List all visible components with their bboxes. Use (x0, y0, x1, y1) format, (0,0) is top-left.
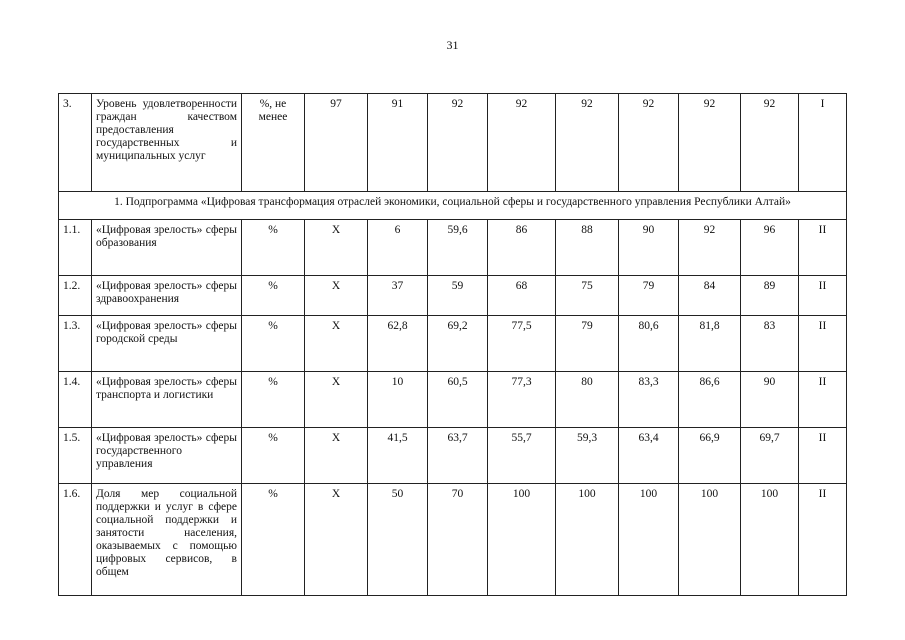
value-cell: 80 (556, 372, 619, 428)
indicator-name: Доля мер социальной поддержки и услуг в сфере социальной поддержки и занятости населения, оказываемых с помощью цифровых сервисов, в общем (92, 484, 242, 596)
indicator-name: «Цифровая зрелость» сферы здравоохранения (92, 276, 242, 316)
table-row (59, 220, 847, 276)
value-cell: 89 (741, 276, 799, 316)
value-cell: 100 (556, 484, 619, 596)
value-cell: 84 (679, 276, 741, 316)
value-cell: 69,7 (741, 428, 799, 484)
value-cell: 83 (741, 316, 799, 372)
unit: % (242, 220, 305, 276)
value-cell: 83,3 (619, 372, 679, 428)
value-cell: 59,3 (556, 428, 619, 484)
value-cell: 79 (619, 276, 679, 316)
unit: % (242, 276, 305, 316)
table-row (59, 484, 847, 596)
value-cell: 88 (556, 220, 619, 276)
row-number: 1.6. (59, 484, 92, 596)
value-cell: 86 (488, 220, 556, 276)
value-cell: Х (305, 220, 368, 276)
value-cell: Х (305, 372, 368, 428)
value-cell: 100 (741, 484, 799, 596)
row-number: 1.4. (59, 372, 92, 428)
value-cell: 86,6 (679, 372, 741, 428)
value-cell: Х (305, 428, 368, 484)
value-cell: Х (305, 484, 368, 596)
indicator-name: «Цифровая зрелость» сферы государственного управления (92, 428, 242, 484)
value-cell: 41,5 (368, 428, 428, 484)
indicator-type: II (799, 316, 847, 372)
value-cell: Х (305, 316, 368, 372)
section-row (59, 192, 847, 220)
value-cell: 6 (368, 220, 428, 276)
value-cell: 59 (428, 276, 488, 316)
indicator-type: I (799, 94, 847, 192)
unit: %, не менее (242, 94, 305, 192)
indicator-type: II (799, 372, 847, 428)
value-cell: 68 (488, 276, 556, 316)
value-cell: 63,7 (428, 428, 488, 484)
indicator-type: II (799, 428, 847, 484)
unit: % (242, 428, 305, 484)
indicator-name: «Цифровая зрелость» сферы транспорта и логистики (92, 372, 242, 428)
indicator-name: Уровень удовлетворенности граждан качеством предоставления государственных и муниципальных услуг (92, 94, 242, 192)
unit: % (242, 316, 305, 372)
value-cell: 92 (556, 94, 619, 192)
row-number: 3. (59, 94, 92, 192)
value-cell: 80,6 (619, 316, 679, 372)
value-cell: 55,7 (488, 428, 556, 484)
value-cell: 77,3 (488, 372, 556, 428)
value-cell: Х (305, 276, 368, 316)
unit: % (242, 484, 305, 596)
table-row (59, 276, 847, 316)
value-cell: 59,6 (428, 220, 488, 276)
value-cell: 10 (368, 372, 428, 428)
table-row (59, 372, 847, 428)
value-cell: 37 (368, 276, 428, 316)
table-row (59, 94, 847, 192)
value-cell: 100 (619, 484, 679, 596)
value-cell: 92 (679, 220, 741, 276)
row-number: 1.3. (59, 316, 92, 372)
value-cell: 96 (741, 220, 799, 276)
row-number: 1.1. (59, 220, 92, 276)
indicators-table (58, 93, 847, 596)
value-cell: 92 (679, 94, 741, 192)
unit: % (242, 372, 305, 428)
value-cell: 70 (428, 484, 488, 596)
value-cell: 62,8 (368, 316, 428, 372)
indicator-name: «Цифровая зрелость» сферы образования (92, 220, 242, 276)
indicator-type: II (799, 276, 847, 316)
indicator-type: II (799, 220, 847, 276)
value-cell: 81,8 (679, 316, 741, 372)
value-cell: 50 (368, 484, 428, 596)
value-cell: 79 (556, 316, 619, 372)
table-row (59, 316, 847, 372)
value-cell: 92 (488, 94, 556, 192)
value-cell: 60,5 (428, 372, 488, 428)
indicator-name: «Цифровая зрелость» сферы городской среды (92, 316, 242, 372)
value-cell: 91 (368, 94, 428, 192)
value-cell: 90 (619, 220, 679, 276)
value-cell: 63,4 (619, 428, 679, 484)
row-number: 1.5. (59, 428, 92, 484)
value-cell: 97 (305, 94, 368, 192)
indicator-type: II (799, 484, 847, 596)
value-cell: 92 (741, 94, 799, 192)
value-cell: 77,5 (488, 316, 556, 372)
value-cell: 92 (619, 94, 679, 192)
value-cell: 66,9 (679, 428, 741, 484)
value-cell: 100 (488, 484, 556, 596)
subprogram-title: 1. Подпрограмма «Цифровая трансформация отраслей экономики, социальной сферы и государственного управления Республики Алтай» (59, 192, 847, 220)
value-cell: 75 (556, 276, 619, 316)
table-row (59, 428, 847, 484)
value-cell: 69,2 (428, 316, 488, 372)
value-cell: 100 (679, 484, 741, 596)
value-cell: 92 (428, 94, 488, 192)
value-cell: 90 (741, 372, 799, 428)
row-number: 1.2. (59, 276, 92, 316)
page-number: 31 (446, 38, 459, 52)
